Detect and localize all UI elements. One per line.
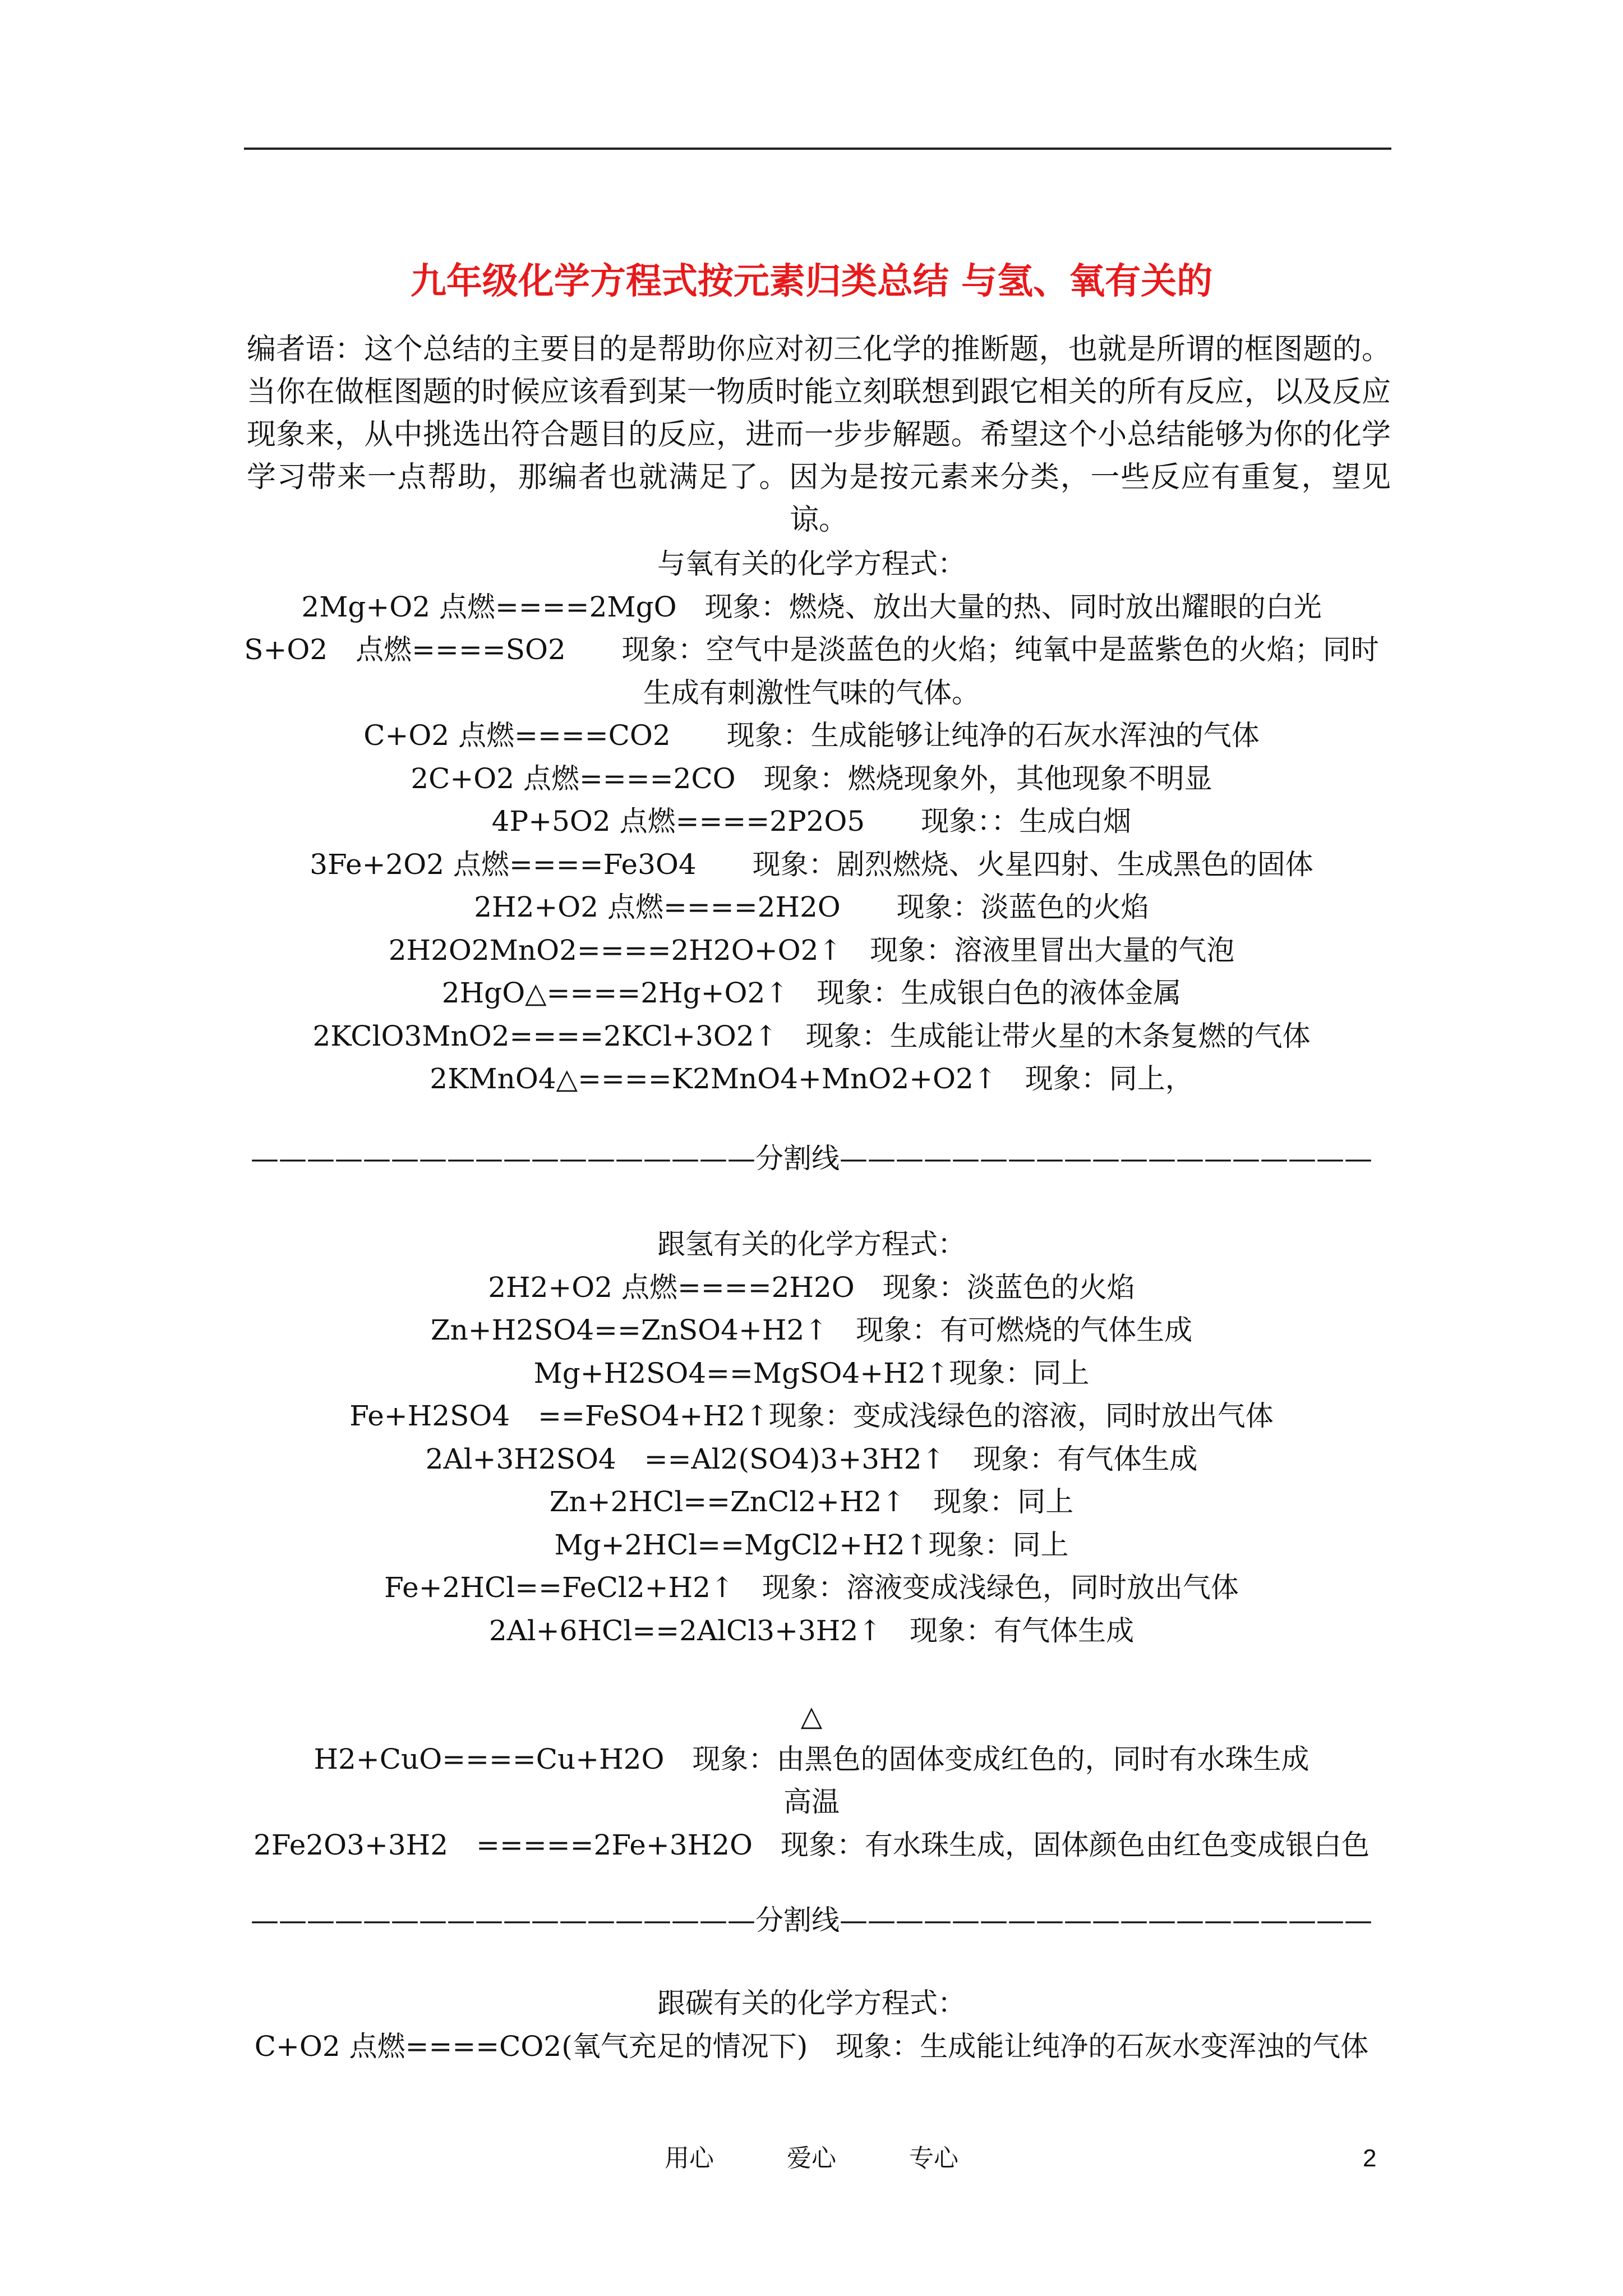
equation-line: 2H2O2MnO2====2H2O+O2↑ 现象：溶液里冒出大量的气泡: [388, 933, 1235, 967]
equation-line: C+O2 点燃====CO2 现象：生成能够让纯净的石灰水浑浊的气体: [363, 719, 1260, 752]
reaction-condition: 高温: [783, 1786, 840, 1818]
editor-intro: [247, 328, 1391, 541]
equation-line: H2+CuO====Cu+H2O 现象：由黑色的固体变成红色的，同时有水珠生成: [313, 1742, 1310, 1775]
divider-line: ——————————————————分割线———————————————————: [251, 1904, 1372, 1936]
equation-line: 2Mg+O2 点燃====2MgO 现象：燃烧、放出大量的热、同时放出耀眼的白光: [301, 590, 1322, 623]
equation-line: 2H2+O2 点燃====2H2O 现象：淡蓝色的火焰: [488, 1271, 1135, 1304]
footer-motto: [0, 2142, 1623, 2175]
footer-word: 专心: [909, 2144, 958, 2173]
reaction-condition: △: [800, 1700, 823, 1732]
equation-line: 2HgO△====2Hg+O2↑ 现象：生成银白色的液体金属: [441, 977, 1182, 1009]
equation-line: Zn+H2SO4==ZnSO4+H2↑ 现象：有可燃烧的气体生成: [430, 1314, 1193, 1346]
equation-line: 2C+O2 点燃====2CO 现象：燃烧现象外，其他现象不明显: [411, 762, 1212, 795]
page-title: 九年级化学方程式按元素归类总结 与氢、氧有关的: [410, 260, 1213, 302]
equation-line: 2Fe2O3+3H2 =====2Fe+3H2O 现象：有水珠生成，固体颜色由红色变成银白色: [253, 1828, 1370, 1861]
intro-paragraph: 编者语：这个总结的主要目的是帮助你应对初三化学的推断题，也就是所谓的框图题的。当你在做框图题的时候应该看到某一物质时能立刻联想到跟它相关的所有反应，以及反应现象来，从中挑选出符合题目的反应，进而一步步解题。希望这个小总结能够为你的化学学习带来一点帮助，那编者也就满足了。因为是按元素来分类，一些反应有重复，望见谅。: [247, 333, 1391, 537]
equation-line: 2KClO3MnO2====2KCl+3O2↑ 现象：生成能让带火星的木条复燃的气体: [312, 1019, 1311, 1052]
section-heading-carbon: 跟碳有关的化学方程式：: [657, 1987, 966, 2019]
section-heading-hydrogen: 跟氢有关的化学方程式：: [657, 1228, 966, 1260]
equation-line: C+O2 点燃====CO2(氧气充足的情况下) 现象：生成能让纯净的石灰水变浑浊的气体: [254, 2030, 1369, 2063]
equation-line: 4P+5O2 点燃====2P2O5 现象：：生成白烟: [491, 805, 1132, 838]
header-rule: [244, 148, 1391, 150]
hydrogen-section: [0, 1223, 1623, 1866]
equation-line: Fe+2HCl==FeCl2+H2↑ 现象：溶液变成浅绿色，同时放出气体: [384, 1571, 1239, 1604]
equation-line: Mg+H2SO4==MgSO4+H2↑现象：同上: [533, 1356, 1090, 1389]
equation-line: Mg+2HCl==MgCl2+H2↑现象：同上: [554, 1528, 1069, 1561]
equation-line: Zn+2HCl==ZnCl2+H2↑ 现象：同上: [549, 1485, 1074, 1518]
footer-word: 用心: [665, 2144, 714, 2173]
oxygen-section: [0, 542, 1623, 1101]
equation-line: 2H2+O2 点燃====2H2O 现象：淡蓝色的火焰: [474, 891, 1149, 923]
footer-word: 爱心: [787, 2144, 836, 2173]
carbon-section: [0, 1982, 1623, 2068]
equation-line: Fe+H2SO4 ==FeSO4+H2↑现象：变成浅绿色的溶液，同时放出气体: [349, 1400, 1274, 1432]
equation-line: S+O2 点燃====SO2 现象：空气中是淡蓝色的火焰；纯氧中是蓝紫色的火焰；同时生成有刺激性气味的气体。: [244, 633, 1379, 709]
divider-line: ——————————————————分割线———————————————————: [251, 1142, 1372, 1175]
equation-line: 2Al+3H2SO4 ==Al2(SO4)3+3H2↑ 现象：有气体生成: [425, 1442, 1198, 1475]
equation-line: 3Fe+2O2 点燃====Fe3O4 现象：剧烈燃烧、火星四射、生成黑色的固体: [310, 848, 1313, 881]
equation-line: 2Al+6HCl==2AlCl3+3H2↑ 现象：有气体生成: [488, 1614, 1135, 1647]
section-heading-oxygen: 与氧有关的化学方程式：: [657, 547, 966, 580]
equation-line: 2KMnO4△====K2MnO4+MnO2+O2↑ 现象：同上，: [430, 1062, 1193, 1095]
page-number: 2: [1363, 2145, 1377, 2172]
